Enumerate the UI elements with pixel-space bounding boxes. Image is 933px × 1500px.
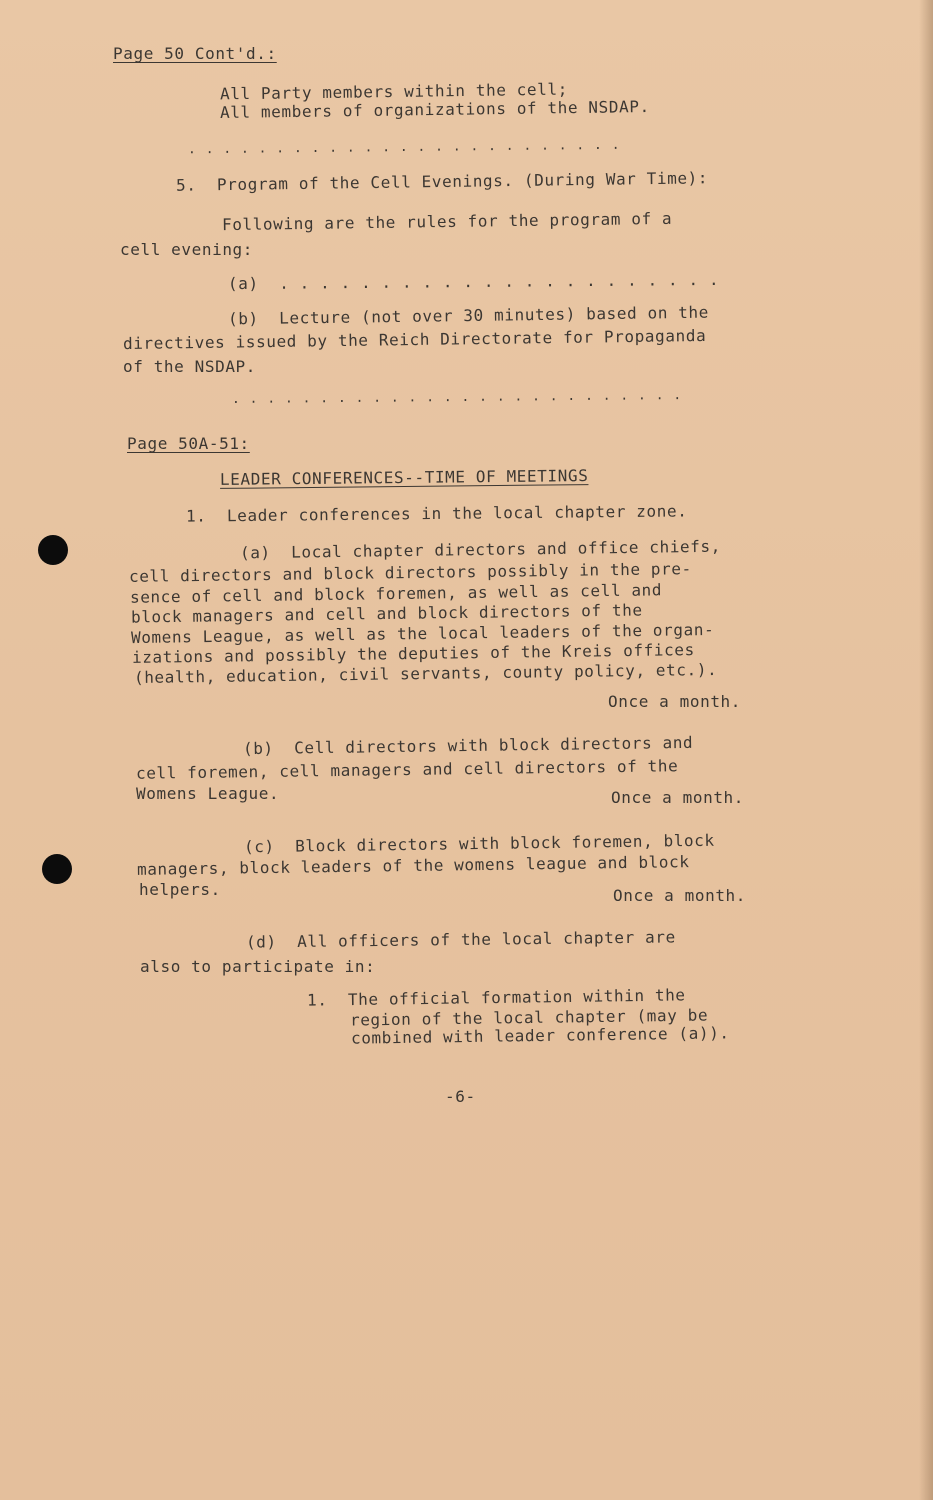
para-a-line-4: block managers and cell and block directors of the: [130, 600, 643, 627]
para-a-line-1: (a) Local chapter directors and office chiefs,: [239, 536, 722, 563]
following-line-1: Following are the rules for the program of a: [221, 208, 673, 235]
subitem-1-line-2: region of the local chapter (may be: [349, 1005, 709, 1030]
para-b-line-2: cell foremen, cell managers and cell directors of the: [135, 756, 679, 783]
para-a-line-5: Womens League, as well as the local leaders of the organ-: [130, 619, 715, 648]
intro-line-2: All members of organizations of the NSDAP.: [219, 97, 650, 122]
section-title: LEADER CONFERENCES--TIME OF MEETINGS: [219, 466, 589, 489]
item-5-heading: 5. Program of the Cell Evenings. (During War Time):: [175, 168, 709, 195]
frequency-c: Once a month.: [613, 886, 747, 905]
para-a-line-6: izations and possibly the deputies of the Kreis offices: [131, 640, 695, 667]
item-a-placeholder: (a) . . . . . . . . . . . . . . . . . . . . . .: [227, 269, 720, 294]
item-b-line-3: of the NSDAP.: [123, 357, 257, 376]
punch-hole-top: [38, 535, 68, 565]
page-header-continued: Page 50 Cont'd.:: [113, 44, 277, 63]
para-a-line-2: cell directors and block directors possibly in the pre-: [128, 559, 692, 586]
para-c-line-2: managers, block leaders of the womens league and block: [136, 852, 690, 879]
item-b-line-2: directives issued by the Reich Directorate for Propaganda: [122, 325, 707, 354]
subitem-1-line-3: combined with leader conference (a)).: [350, 1023, 730, 1048]
para-a-line-3: sence of cell and block foremen, as well as cell and: [129, 580, 663, 607]
intro-line-1: All Party members within the cell;: [219, 79, 569, 104]
following-line-2: cell evening:: [120, 240, 254, 259]
subitem-1-line-1: 1. The official formation within the: [306, 985, 686, 1010]
para-c-line-1: (c) Block directors with block foremen, block: [243, 830, 715, 857]
paper-edge-shadow: [919, 0, 933, 1500]
para-b-line-3: Womens League.: [136, 784, 280, 803]
item-b-line-1: (b) Lecture (not over 30 minutes) based on the: [227, 302, 710, 329]
ellipsis-row-1: . . . . . . . . . . . . . . . . . . . . . . . . .: [187, 137, 621, 158]
frequency-a: Once a month.: [608, 692, 742, 711]
frequency-b: Once a month.: [611, 788, 745, 807]
para-a-line-7: (health, education, civil servants, county policy, etc.).: [133, 659, 718, 688]
page-header-50a-51: Page 50A-51:: [127, 434, 250, 453]
para-b-line-1: (b) Cell directors with block directors and: [242, 732, 694, 759]
ellipsis-row-2: . . . . . . . . . . . . . . . . . . . . . . . . . .: [231, 388, 683, 407]
para-d-line-2: also to participate in:: [140, 957, 376, 976]
point-1: 1. Leader conferences in the local chapter zone.: [185, 501, 688, 526]
para-c-line-3: helpers.: [139, 880, 221, 899]
punch-hole-bottom: [42, 854, 72, 884]
para-d-line-1: (d) All officers of the local chapter are: [245, 927, 676, 952]
page-number: -6-: [445, 1087, 476, 1106]
